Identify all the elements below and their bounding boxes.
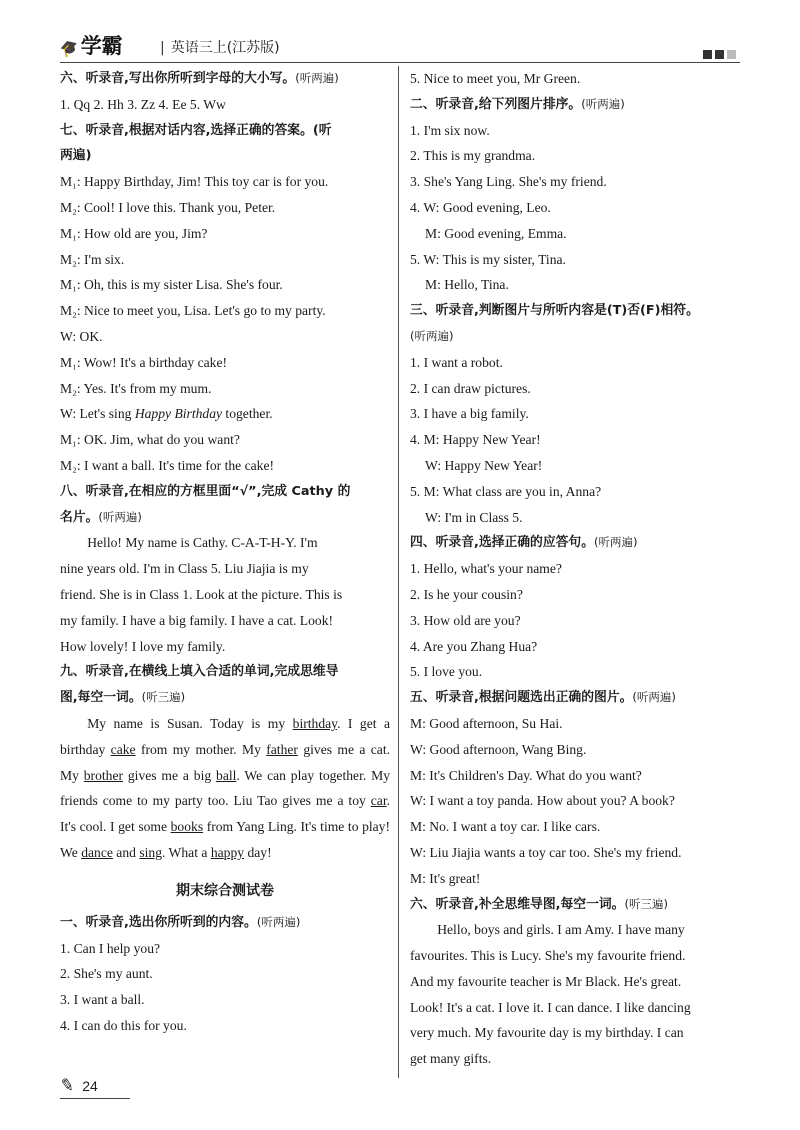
dialogue-line: W: Liu Jiajia wants a toy car too. She's my friend. xyxy=(410,844,682,860)
dialogue-line: M₁: Happy Birthday, Jim! This toy car is for you. xyxy=(60,174,329,190)
dialogue-line: M: It's great! xyxy=(410,870,481,886)
section-9-heading-cont: 图,每空一词。(听三遍) xyxy=(60,690,186,706)
exam-3-heading: 三、听录音,判断图片与所听内容是(T)否(F)相符。 xyxy=(410,303,699,319)
dialogue-line: M₂: Cool! I love this. Thank you, Peter. xyxy=(60,199,276,215)
column-divider xyxy=(398,66,399,1078)
list-item: 4. I can do this for you. xyxy=(60,1017,187,1033)
exam-1-heading: 一、听录音,选出你所听到的内容。(听两遍) xyxy=(60,914,301,930)
passage-line: my family. I have a big family. I have a cat. Look! xyxy=(60,612,334,628)
section-6-answers: 1. Qq 2. Hh 3. Zz 4. Ee 5. Ww xyxy=(60,96,226,112)
list-item: 1. Hello, what's your name? xyxy=(410,561,562,577)
dialogue-line: M: No. I want a toy car. I like cars. xyxy=(410,819,601,835)
brand-logo xyxy=(57,30,123,60)
dialogue-line: W: OK. xyxy=(60,328,103,344)
dialogue-line: M₁: OK. Jim, what do you want? xyxy=(60,432,240,448)
dialogue-line: M₁: How old are you, Jim? xyxy=(60,225,208,241)
list-item: 5. W: This is my sister, Tina. xyxy=(410,251,566,267)
exam-6-heading: 六、听录音,补全思维导图,每空一词。(听三遍) xyxy=(410,896,668,912)
exam-title: 期末综合测试卷 xyxy=(176,882,274,899)
answer-blank: ball xyxy=(216,767,237,783)
dialogue-line: W: Let's sing Happy Birthday together. xyxy=(60,406,273,422)
dialogue-line: M₂: Yes. It's from my mum. xyxy=(60,380,212,396)
section-6-heading: 六、听录音,写出你所听到字母的大小写。(听两遍) xyxy=(60,71,339,86)
passage-line: Hello, boys and girls. I am Amy. I have many xyxy=(437,922,685,938)
answer-blank: father xyxy=(266,741,298,757)
header-rule xyxy=(60,62,740,63)
list-item: 3. I want a ball. xyxy=(60,992,145,1008)
section-9-heading: 九、听录音,在横线上填入合适的单词,完成思维导 xyxy=(60,664,339,680)
header-separator: | xyxy=(160,40,165,56)
left-column xyxy=(60,66,390,1039)
passage-line: get many gifts. xyxy=(410,1051,492,1067)
list-item: 4. W: Good evening, Leo. xyxy=(410,199,551,215)
list-item: 4. Are you Zhang Hua? xyxy=(410,638,538,654)
right-column xyxy=(410,66,742,1072)
list-item: 5. Nice to meet you, Mr Green. xyxy=(410,71,581,86)
answer-blank: happy xyxy=(210,844,245,860)
exam-4-heading: 四、听录音,选择正确的应答句。(听两遍) xyxy=(410,535,638,551)
passage-line: very much. My favourite day is my birthday. I can xyxy=(410,1025,684,1041)
passage-line: friend. She is in Class 1. Look at the picture. This is xyxy=(60,586,343,602)
answer-blank: dance xyxy=(81,844,113,860)
dialogue-line: W: I want a toy panda. How about you? A book? xyxy=(410,793,675,809)
book-title-text: 英语三上(江苏版) xyxy=(170,40,280,56)
dialogue-line: M: Good afternoon, Su Hai. xyxy=(410,715,563,731)
mortarboard-icon: 🎓 xyxy=(57,36,82,60)
list-item: 3. She's Yang Ling. She's my friend. xyxy=(410,174,607,190)
passage-line: favourites. This is Lucy. She's my favourite friend. xyxy=(410,948,686,964)
section-8-heading-cont: 名片。(听两遍) xyxy=(60,509,142,525)
list-item: 5. M: What class are you in, Anna? xyxy=(410,483,602,499)
answer-blank: car xyxy=(370,793,387,809)
list-item: 2. I can draw pictures. xyxy=(410,380,531,396)
list-item: W: I'm in Class 5. xyxy=(425,509,523,525)
exam-5-heading: 五、听录音,根据问题选出正确的图片。(听两遍) xyxy=(410,690,676,706)
section-7-heading-cont: 两遍) xyxy=(60,148,92,164)
section-9-passage: My name is Susan. Today is my birthday. I get a birthday cake from my mother. My father gives me a cat. My brother gives me a big ball. We can play together. My friends come to my party too. Liu Tao gives me a toy car. It's cool. I get some books from Yang Ling. It's time to play! We dance and sing. What a happy day! xyxy=(60,715,391,860)
song-title: Happy Birthday xyxy=(134,406,223,422)
dialogue-line: M₂: I want a ball. It's time for the cake! xyxy=(60,457,275,473)
exam-3-note: (听两遍) xyxy=(410,328,454,343)
list-item: 1. I want a robot. xyxy=(410,354,503,370)
page-number: 24 xyxy=(82,1078,98,1094)
dialogue-line: W: Good afternoon, Wang Bing. xyxy=(410,741,587,757)
list-item: 2. Is he your cousin? xyxy=(410,586,523,602)
list-item: 2. This is my grandma. xyxy=(410,148,536,164)
answer-blank: sing xyxy=(139,844,162,860)
list-item: 5. I love you. xyxy=(410,664,483,680)
list-item: W: Happy New Year! xyxy=(425,457,543,473)
passage-line: How lovely! I love my family. xyxy=(60,638,226,654)
answer-blank: cake xyxy=(110,741,136,757)
book-title xyxy=(160,37,280,57)
dialogue-line: M₁: Wow! It's a birthday cake! xyxy=(60,354,228,370)
page-header xyxy=(57,30,740,64)
list-item: 2. She's my aunt. xyxy=(60,966,153,982)
footer-rule xyxy=(60,1098,130,1099)
dialogue-line: M₂: Nice to meet you, Lisa. Let's go to my party. xyxy=(60,303,326,319)
list-item: M: Hello, Tina. xyxy=(425,277,509,293)
passage-line: nine years old. I'm in Class 5. Liu Jiajia is my xyxy=(60,561,309,577)
list-item: 3. I have a big family. xyxy=(410,406,529,422)
passage-line: Look! It's a cat. I love it. I can dance. I like dancing xyxy=(410,999,691,1015)
exam-2-heading: 二、听录音,给下列图片排序。(听两遍) xyxy=(410,96,625,112)
passage-line: And my favourite teacher is Mr Black. He's great. xyxy=(410,973,682,989)
section-7-heading: 七、听录音,根据对话内容,选择正确的答案。(听 xyxy=(60,122,332,138)
answer-blank: books xyxy=(170,819,204,835)
list-item: 4. M: Happy New Year! xyxy=(410,432,541,448)
page-footer xyxy=(60,1076,98,1096)
passage-line: Hello! My name is Cathy. C-A-T-H-Y. I'm xyxy=(87,535,318,551)
dialogue-line: M₂: I'm six. xyxy=(60,251,125,267)
dialogue-line: M: It's Children's Day. What do you want? xyxy=(410,767,642,783)
answer-blank: brother xyxy=(83,767,124,783)
brand-name: 学霸 xyxy=(80,34,123,58)
list-item: 1. I'm six now. xyxy=(410,122,490,138)
list-item: 1. Can I help you? xyxy=(60,940,161,956)
list-item: 3. How old are you? xyxy=(410,612,521,628)
section-8-heading: 八、听录音,在相应的方框里面“√”,完成 Cathy 的 xyxy=(60,483,351,499)
answer-blank: birthday xyxy=(292,715,338,731)
dialogue-line: M₁: Oh, this is my sister Lisa. She's four. xyxy=(60,277,283,293)
list-item: M: Good evening, Emma. xyxy=(425,225,567,241)
pencil-icon: ✎ xyxy=(58,1074,76,1097)
